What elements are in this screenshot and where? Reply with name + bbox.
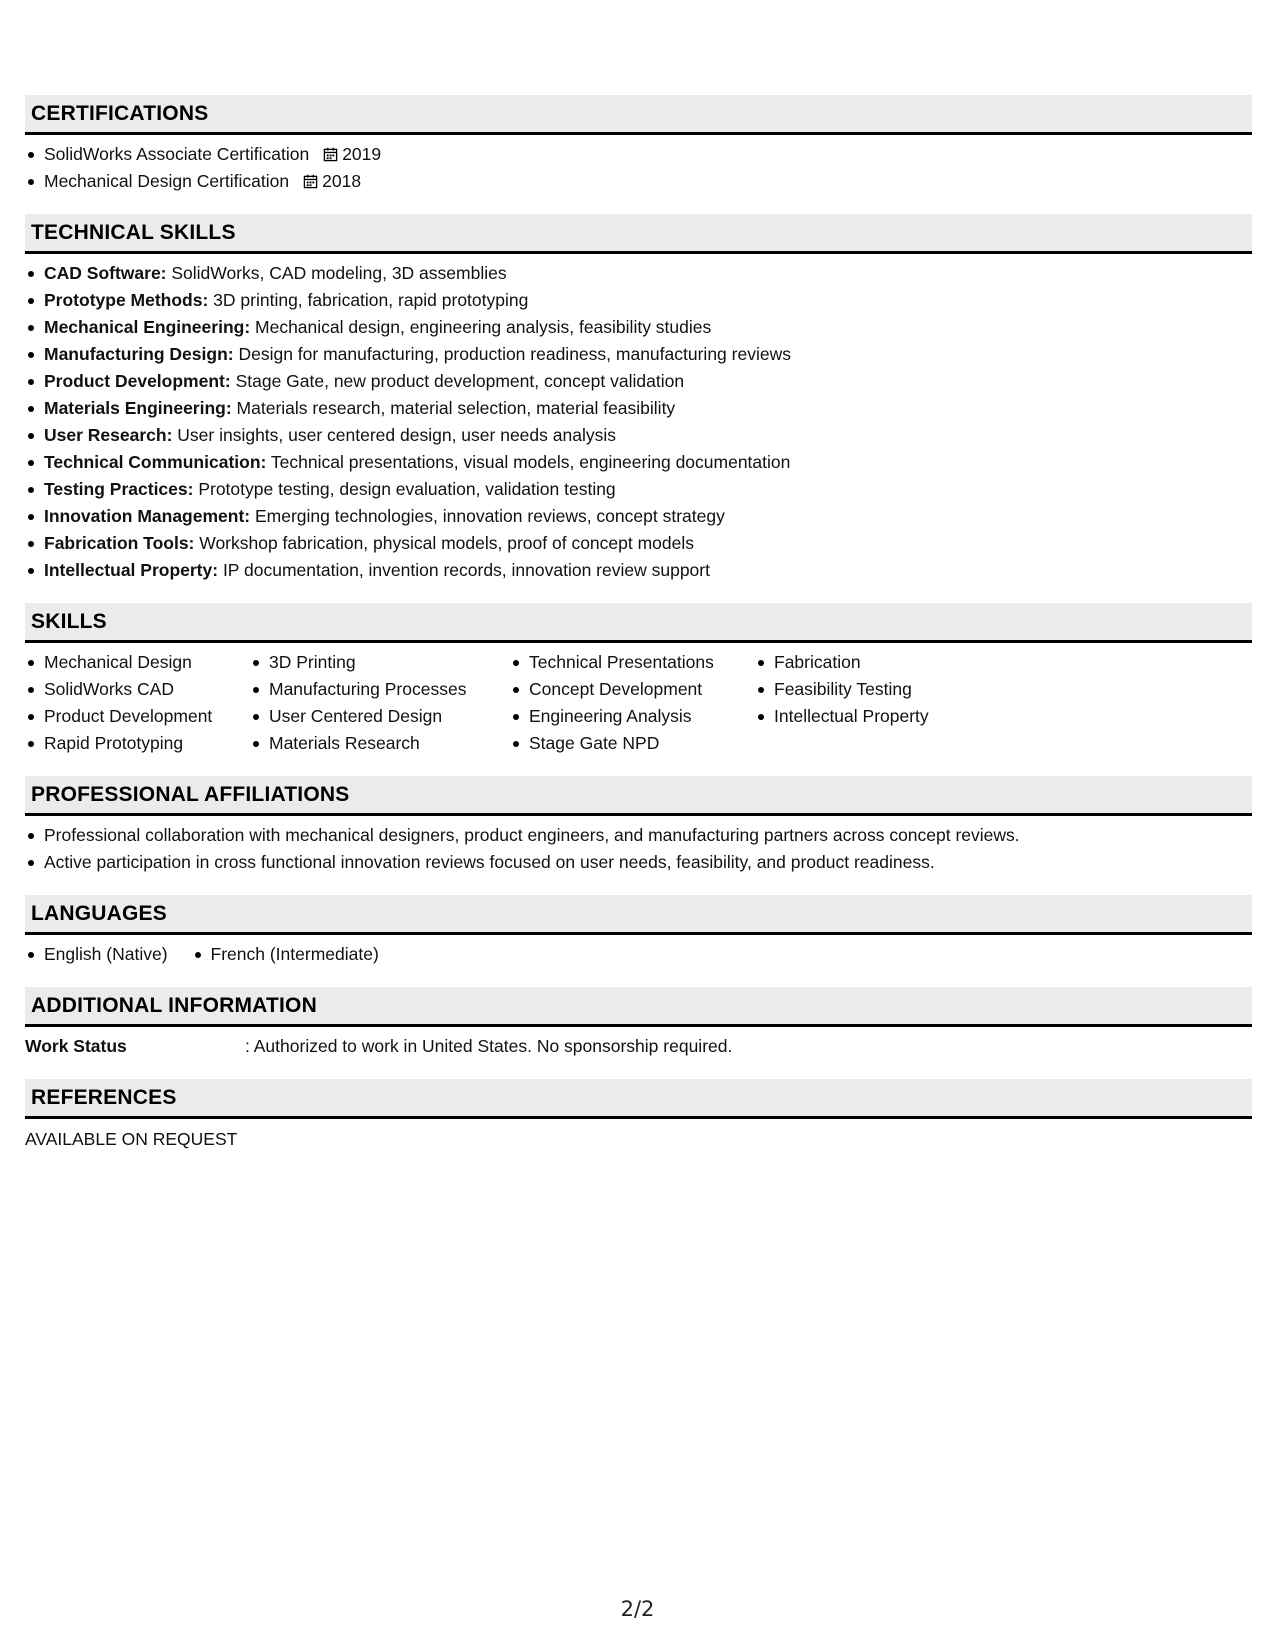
skills-column: [755, 649, 1005, 757]
resume-page: [25, 95, 1252, 1172]
list-item: [25, 503, 1252, 530]
list-item: Concept Development: [510, 676, 755, 703]
work-status-label: Work Status: [25, 1036, 127, 1056]
list-item: Materials Research: [250, 730, 510, 757]
references-section: [25, 1079, 1252, 1153]
skills-grid: [25, 649, 1252, 757]
list-item: Active participation in cross functional innovation reviews focused on user needs, feasibility, and product readiness.: [25, 849, 1252, 876]
list-item: Engineering Analysis: [510, 703, 755, 730]
section-heading: TECHNICAL SKILLS: [25, 214, 1252, 254]
technical-skills-section: [25, 214, 1252, 584]
certifications-section: [25, 95, 1252, 195]
languages-section: [25, 895, 1252, 968]
list-item: [25, 287, 1252, 314]
list-item: [25, 449, 1252, 476]
calendar-icon: [323, 147, 338, 162]
skill-text: Design for manufacturing, production readiness, manufacturing reviews: [233, 344, 791, 364]
list-item: [25, 422, 1252, 449]
certification-name: Mechanical Design Certification: [44, 171, 290, 191]
page-number: 2/2: [620, 1597, 655, 1621]
languages-list: [192, 941, 403, 968]
list-item: Manufacturing Processes: [250, 676, 510, 703]
skill-label: User Research:: [44, 425, 173, 445]
skill-text: Mechanical design, engineering analysis, feasibility studies: [250, 317, 712, 337]
certification-name: SolidWorks Associate Certification: [44, 144, 310, 164]
list-item: [25, 368, 1252, 395]
skill-text: SolidWorks, CAD modeling, 3D assemblies: [166, 263, 507, 283]
skill-label: Prototype Methods:: [44, 290, 209, 310]
list-item: Professional collaboration with mechanical designers, product engineers, and manufacturing partners across concept reviews.: [25, 822, 1252, 849]
references-text: AVAILABLE ON REQUEST: [25, 1129, 238, 1149]
list-item: English (Native): [25, 941, 168, 968]
list-item: [25, 260, 1252, 287]
skills-column: [510, 649, 755, 757]
skill-text: Materials research, material selection, material feasibility: [231, 398, 676, 418]
section-heading: PROFESSIONAL AFFILIATIONS: [25, 776, 1252, 816]
list-item: 3D Printing: [250, 649, 510, 676]
skills-column: [250, 649, 510, 757]
calendar-icon: [303, 174, 318, 189]
skill-text: Emerging technologies, innovation reviews, concept strategy: [250, 506, 725, 526]
list-item: [25, 314, 1252, 341]
list-item: Rapid Prototyping: [25, 730, 250, 757]
skill-label: Materials Engineering:: [44, 398, 232, 418]
affiliations-list: [25, 822, 1252, 876]
list-item: Fabrication: [755, 649, 1005, 676]
skill-text: Stage Gate, new product development, concept validation: [230, 371, 685, 391]
list-item: [25, 168, 1252, 195]
skill-label: Fabrication Tools:: [44, 533, 195, 553]
section-heading: ADDITIONAL INFORMATION: [25, 987, 1252, 1027]
list-item: French (Intermediate): [192, 941, 379, 968]
list-item: Stage Gate NPD: [510, 730, 755, 757]
list-item: [25, 530, 1252, 557]
skill-label: Intellectual Property:: [44, 560, 219, 580]
skill-text: 3D printing, fabrication, rapid prototyping: [208, 290, 529, 310]
skill-text: Workshop fabrication, physical models, proof of concept models: [194, 533, 695, 553]
skills-section: [25, 603, 1252, 757]
section-heading: REFERENCES: [25, 1079, 1252, 1119]
additional-info-section: [25, 987, 1252, 1060]
languages-row: [25, 941, 1252, 968]
list-item: SolidWorks CAD: [25, 676, 250, 703]
technical-skills-list: [25, 260, 1252, 584]
work-status-value: : Authorized to work in United States. No sponsorship required.: [245, 1036, 733, 1056]
list-item: Technical Presentations: [510, 649, 755, 676]
skill-text: Technical presentations, visual models, engineering documentation: [266, 452, 791, 472]
certification-year: 2019: [342, 144, 382, 164]
section-heading: LANGUAGES: [25, 895, 1252, 935]
list-item: Product Development: [25, 703, 250, 730]
languages-list: [25, 941, 192, 968]
skill-text: Prototype testing, design evaluation, validation testing: [193, 479, 616, 499]
list-item: [25, 141, 1252, 168]
section-heading: CERTIFICATIONS: [25, 95, 1252, 135]
skill-label: Product Development:: [44, 371, 231, 391]
skill-text: User insights, user centered design, user needs analysis: [172, 425, 616, 445]
section-heading: SKILLS: [25, 603, 1252, 643]
list-item: [25, 341, 1252, 368]
list-item: [25, 557, 1252, 584]
list-item: User Centered Design: [250, 703, 510, 730]
list-item: Feasibility Testing: [755, 676, 1005, 703]
list-item: Mechanical Design: [25, 649, 250, 676]
certifications-list: [25, 141, 1252, 195]
skill-label: Manufacturing Design:: [44, 344, 234, 364]
work-status-row: [25, 1033, 1252, 1060]
affiliations-section: [25, 776, 1252, 876]
list-item: [25, 476, 1252, 503]
certification-year: 2018: [322, 171, 362, 191]
skill-text: IP documentation, invention records, innovation review support: [218, 560, 710, 580]
skill-label: CAD Software:: [44, 263, 167, 283]
skill-label: Testing Practices:: [44, 479, 194, 499]
list-item: Intellectual Property: [755, 703, 1005, 730]
skills-column: [25, 649, 250, 757]
skill-label: Innovation Management:: [44, 506, 251, 526]
skill-label: Technical Communication:: [44, 452, 267, 472]
list-item: [25, 395, 1252, 422]
skill-label: Mechanical Engineering:: [44, 317, 251, 337]
